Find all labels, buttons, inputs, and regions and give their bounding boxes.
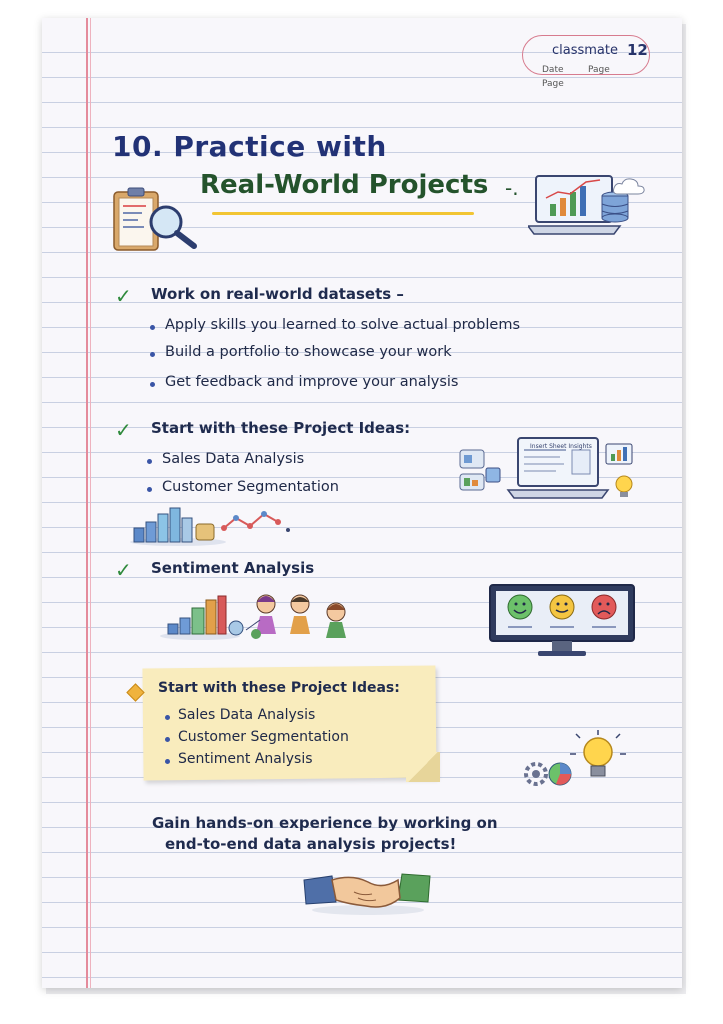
title-underline [212, 212, 474, 215]
section1-item-3: Get feedback and improve your analysis [165, 374, 459, 390]
note-item-2: Customer Segmentation [178, 729, 349, 745]
page-label-2: Page [542, 79, 564, 89]
handshake-icon [302, 862, 432, 918]
bullet-icon [165, 715, 170, 720]
section2-item-2: Customer Segmentation [162, 479, 339, 495]
bullet-icon [165, 737, 170, 742]
section1-item-2: Build a portfolio to showcase your work [165, 344, 452, 360]
laptop-screen-title: Insert Sheet Insights [530, 443, 592, 450]
page-number: 12 [627, 41, 648, 59]
check-icon: ✓ [115, 284, 132, 308]
margin-line [86, 18, 88, 988]
bullet-icon [150, 325, 155, 330]
closing-line-1: Gain hands-on experience by working on [152, 814, 498, 832]
section2-item-1: Sales Data Analysis [162, 451, 305, 467]
title-line-2: Real-World Projects [200, 170, 489, 200]
title-line-1: 10. Practice with [112, 130, 387, 163]
bullet-icon [165, 759, 170, 764]
brand-name: classmate [552, 43, 618, 58]
date-label: Date [542, 65, 564, 75]
classmate-brand [522, 35, 662, 89]
smiley-monitor-icon [488, 583, 636, 659]
section1-item-1: Apply skills you learned to solve actual problems [165, 317, 521, 333]
bar-chart-icon [128, 504, 298, 548]
section3-heading: Sentiment Analysis [151, 559, 315, 577]
note-item-1: Sales Data Analysis [178, 707, 316, 723]
note-heading: Start with these Project Ideas: [158, 680, 400, 696]
page-label: Page [588, 65, 610, 75]
section2-heading: Start with these Project Ideas: [151, 419, 411, 437]
closing-line-2: end-to-end data analysis projects! [165, 835, 457, 853]
section1-heading: Work on real-world datasets – [151, 285, 404, 303]
check-icon: ✓ [115, 418, 132, 442]
bullet-icon [147, 459, 152, 464]
bullet-icon [147, 487, 152, 492]
sticky-note-curl [406, 752, 440, 782]
people-icon [160, 590, 360, 642]
bullet-icon [150, 382, 155, 387]
gears-icon [520, 730, 640, 794]
note-item-3: Sentiment Analysis [178, 751, 313, 767]
check-icon: ✓ [115, 558, 132, 582]
clipboard-magnifier-icon [108, 182, 218, 254]
margin-line-inner [90, 18, 91, 988]
cloud-icon [612, 176, 646, 196]
bullet-icon [150, 352, 155, 357]
title-suffix: -. [505, 176, 519, 200]
